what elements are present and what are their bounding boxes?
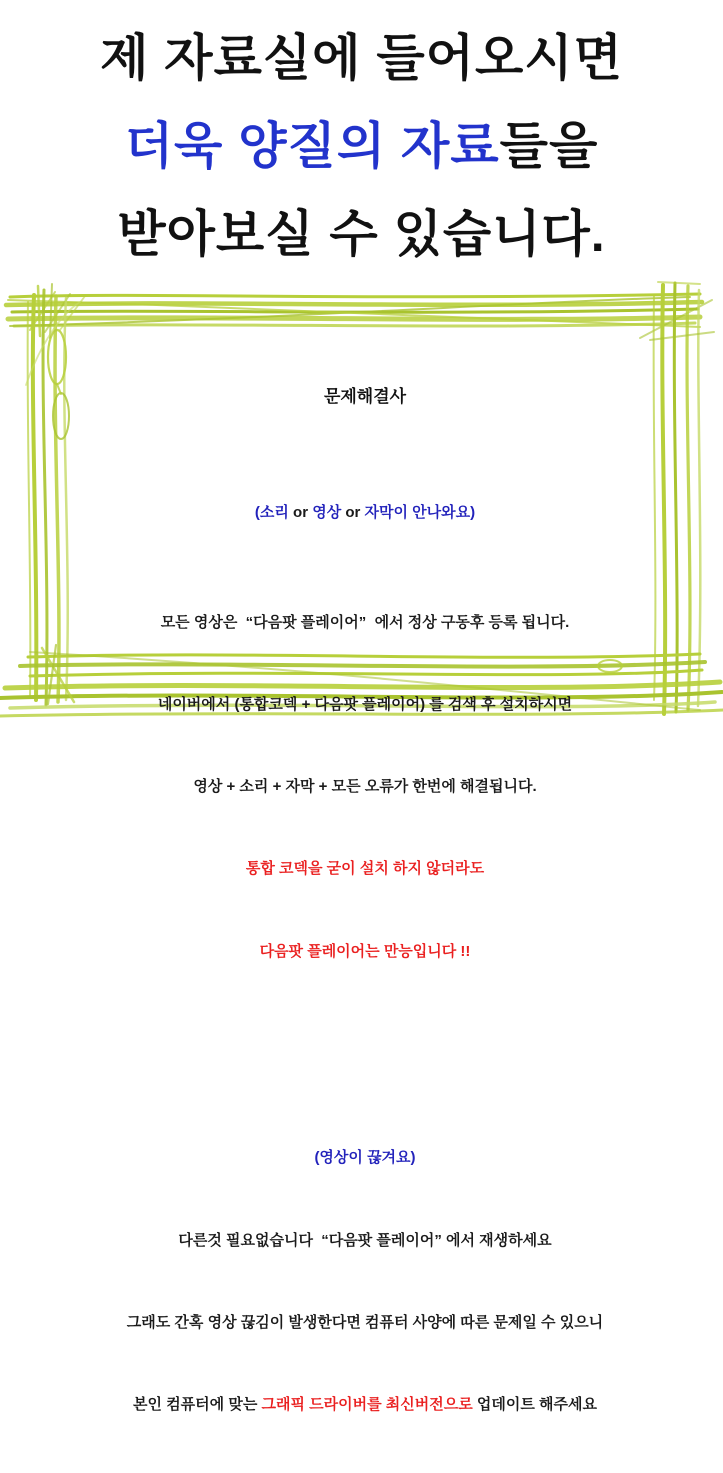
video-line-3	[67, 1391, 663, 1418]
video-subtitle: (영상이 끊겨요)	[314, 1149, 416, 1167]
header-line-2-black: 들을	[499, 118, 599, 174]
audio-line-1: 모든 영상은 “다음팟 플레이어” 에서 정상 구동후 등록 됩니다.	[160, 613, 570, 631]
audio-red-line-1: 통합 코덱을 굳이 설치 하지 않더라도	[245, 860, 485, 878]
box-title: 문제해결사	[323, 386, 407, 406]
audio-subtitle-open: (소리	[254, 504, 294, 522]
audio-subtitle-mid: 영상	[308, 504, 346, 522]
video-line-2: 그래도 간혹 영상 끊김이 발생한다면 컴퓨터 사양에 따른 문제일 수 있으니	[126, 1313, 604, 1331]
video-line-3-red: 그래픽 드라이버를 최신버전으로	[261, 1396, 473, 1414]
video-line-3-black2: 업데이트 해주세요	[472, 1396, 597, 1414]
header-line-3-text: 받아보실 수 있습니다.	[117, 206, 606, 262]
video-line-1: 다른것 필요없습니다 “다음팟 플레이어” 에서 재생하세요	[178, 1231, 552, 1249]
audio-line-2: 네이버에서 (통합코덱 + 다음팟 플레이어) 를 검색 후 설치하시면	[157, 695, 573, 713]
audio-subtitle-or1: or	[293, 504, 309, 522]
header-line-2-blue: 더욱 양질의 자료	[124, 118, 500, 174]
audio-subtitle-close: 자막이 안나와요)	[360, 504, 476, 522]
audio-line-3: 영상 + 소리 + 자막 + 모든 오류가 한번에 해결됩니다.	[193, 778, 537, 796]
header-line-1	[0, 10, 723, 98]
section-gap	[67, 1047, 663, 1062]
troubleshoot-box	[67, 331, 663, 1473]
audio-subtitle	[67, 499, 663, 526]
video-line-3-black1: 본인 컴퓨터에 맞는	[133, 1396, 262, 1414]
header-block	[0, 10, 723, 274]
audio-subtitle-or2: or	[345, 504, 361, 522]
header-line-1-text: 제 자료실에 들어오시면	[100, 30, 623, 86]
header-line-2	[0, 98, 723, 186]
audio-red-line-2: 다음팟 플레이어는 만능입니다 !!	[259, 942, 471, 960]
header-line-3	[0, 186, 723, 274]
